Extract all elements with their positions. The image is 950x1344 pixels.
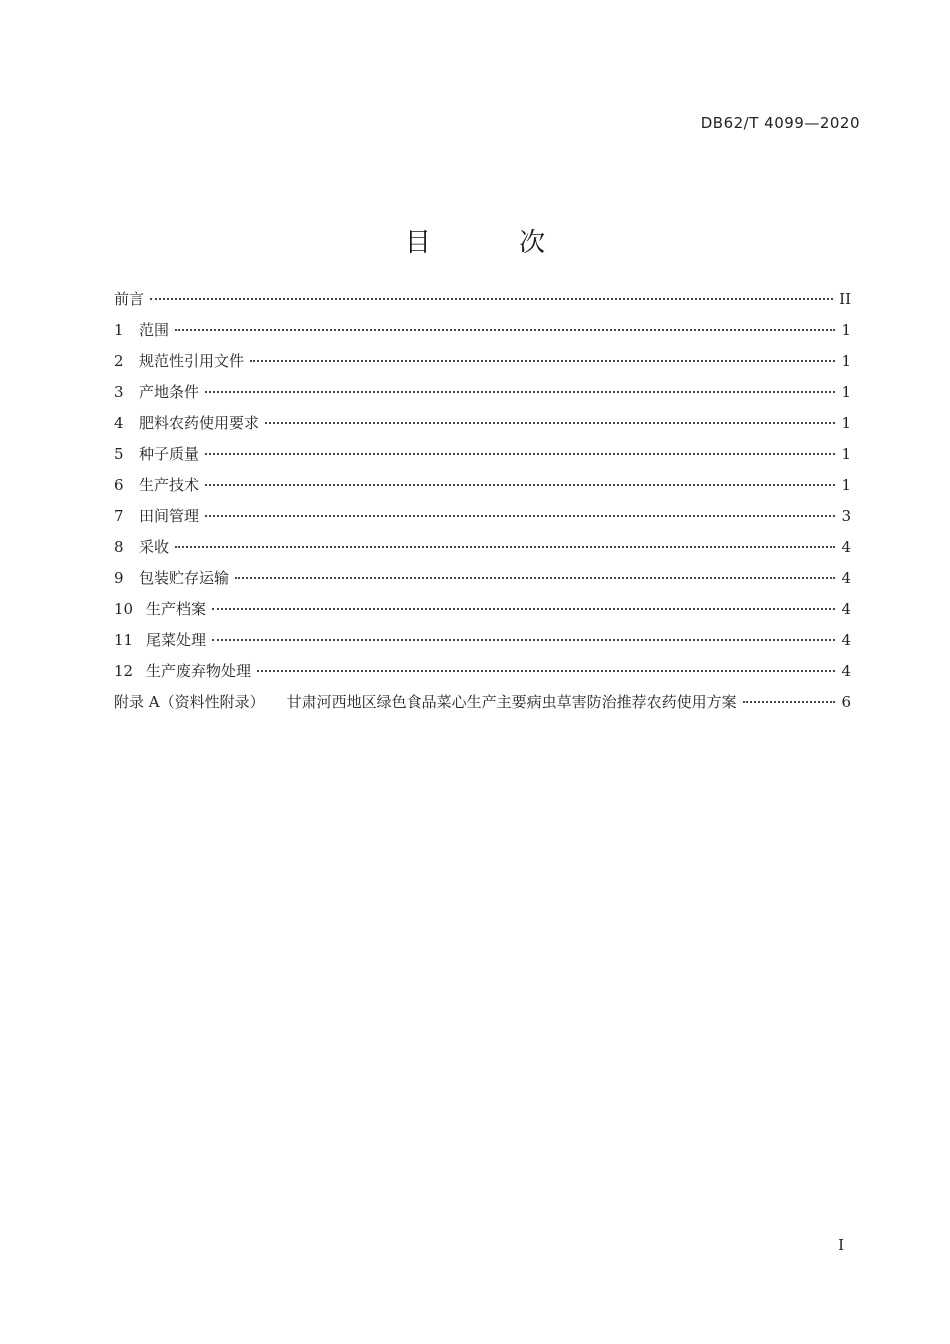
toc-entry-label: 前言 (114, 290, 145, 308)
toc-entry-10[interactable] (114, 594, 851, 625)
toc-entry-page: 4 (841, 662, 851, 680)
toc-entry-label: 生产档案 (146, 600, 207, 618)
dot-leader (150, 298, 833, 300)
toc-entry-label: 包装贮存运输 (139, 569, 230, 587)
toc-entry-8[interactable] (114, 532, 851, 563)
toc-entry-page: 1 (841, 383, 851, 401)
toc-entry-page: 6 (841, 693, 851, 711)
toc-entry-page: 4 (841, 538, 851, 556)
dot-leader (205, 515, 835, 517)
dot-leader (205, 453, 835, 455)
toc-entry-11[interactable] (114, 625, 851, 656)
toc-entry-label: 尾菜处理 (146, 631, 207, 649)
toc-entry-6[interactable] (114, 470, 851, 501)
toc-entry-label: 生产废弃物处理 (146, 662, 252, 680)
toc-entry-page: 4 (841, 600, 851, 618)
toc-entry-page: 1 (841, 476, 851, 494)
toc-entry-label: 种子质量 (139, 445, 200, 463)
toc-entry-label: 产地条件 (139, 383, 200, 401)
toc-entry-page: 4 (841, 569, 851, 587)
document-code: DB62/T 4099—2020 (700, 114, 860, 132)
toc-entry-page: 1 (841, 414, 851, 432)
dot-leader (250, 360, 835, 362)
toc-entry-number: 2 (114, 352, 124, 370)
toc-entry-label: 甘肃河西地区绿色食品菜心生产主要病虫草害防治推荐农药使用方案 (286, 693, 737, 711)
toc-entry-label: 范围 (139, 321, 170, 339)
dot-leader (212, 608, 835, 610)
toc-entry-page: 1 (841, 445, 851, 463)
toc-entry-annex-a[interactable] (114, 687, 851, 718)
toc-entry-3[interactable] (114, 377, 851, 408)
toc-entry-2[interactable] (114, 346, 851, 377)
toc-annex-prefix: 附录 A（资料性附录） (114, 693, 265, 711)
toc-entry-page: 4 (841, 631, 851, 649)
dot-leader (265, 422, 835, 424)
toc-entry-number: 6 (114, 476, 124, 494)
toc-entry-12[interactable] (114, 656, 851, 687)
toc-entry-page: 1 (841, 352, 851, 370)
toc-entry-9[interactable] (114, 563, 851, 594)
toc-entry-1[interactable] (114, 315, 851, 346)
dot-leader (175, 546, 835, 548)
toc-entry-7[interactable] (114, 501, 851, 532)
toc-entry-page: 1 (841, 321, 851, 339)
toc-entry-label: 规范性引用文件 (139, 352, 245, 370)
dot-leader (205, 484, 835, 486)
toc-entry-number: 3 (114, 383, 124, 401)
toc-entry-page: II (839, 290, 851, 308)
dot-leader (257, 670, 835, 672)
dot-leader (205, 391, 835, 393)
toc-entry-number: 8 (114, 538, 124, 556)
toc-entry-page: 3 (841, 507, 851, 525)
toc-entry-number: 1 (114, 321, 124, 339)
dot-leader (743, 701, 835, 703)
table-of-contents (114, 284, 851, 718)
toc-entry-number: 11 (114, 631, 134, 649)
toc-entry-number: 4 (114, 414, 124, 432)
toc-entry-label: 田间管理 (139, 507, 200, 525)
toc-entry-label: 采收 (139, 538, 170, 556)
toc-entry-number: 9 (114, 569, 124, 587)
toc-entry-number: 12 (114, 662, 134, 680)
toc-entry-5[interactable] (114, 439, 851, 470)
toc-entry-number: 10 (114, 600, 134, 618)
toc-entry-label: 肥料农药使用要求 (139, 414, 260, 432)
toc-entry-number: 5 (114, 445, 124, 463)
dot-leader (235, 577, 835, 579)
page-title: 目 次 (404, 228, 586, 259)
toc-entry-number: 7 (114, 507, 124, 525)
toc-entry-foreword[interactable] (114, 284, 851, 315)
page-number: I (838, 1236, 844, 1254)
dot-leader (212, 639, 835, 641)
dot-leader (175, 329, 835, 331)
toc-entry-4[interactable] (114, 408, 851, 439)
toc-entry-label: 生产技术 (139, 476, 200, 494)
